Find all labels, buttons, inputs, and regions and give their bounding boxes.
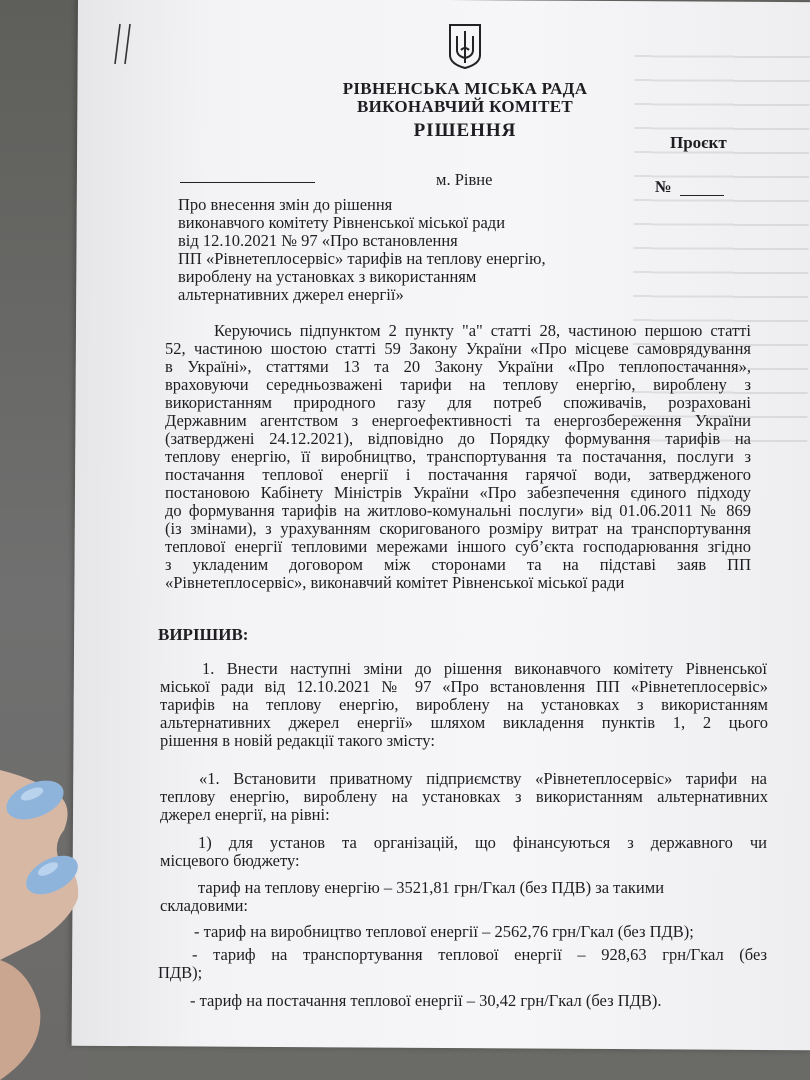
hand-photo-icon (0, 770, 110, 1080)
preamble-line: з укладеним договором між сторонами та на підставі заяв ПП (165, 555, 751, 574)
tariff-line: складовими: (160, 896, 249, 915)
subitem-line: 1) для установ та організацій, що фінансуються з державного чи (198, 833, 767, 852)
preamble-line: 52, частиною шостою статті 59 Закону України «Про місцеве самоврядування (165, 339, 751, 358)
preamble-line: Державним агентством з енергоефективності та енергозбереження України (165, 411, 751, 430)
item-line: рішення в новій редакції такого змісту: (160, 731, 435, 750)
tariff-component: - тариф на виробництво теплової енергії – 2562,76 грн/Гкал (без ПДВ); (194, 922, 694, 941)
city-label: м. Рівне (436, 170, 493, 189)
preamble-line: до формування тарифів на житлово-комунальні послуги» від 01.06.2011 № 869 (165, 501, 751, 520)
preamble-line: теплової енергії тепловими мережами іншого суб’єкта господарювання згідно (165, 537, 751, 556)
preamble-line: постачання теплової енергії і постачання гарячої води, затвердженого (165, 465, 751, 484)
preamble-line: використанням природного газу для потреб споживачів, розраховані (165, 393, 751, 412)
subject-line: Про внесення змін до рішення (178, 195, 393, 214)
committee-title: ВИКОНАВЧИЙ КОМІТЕТ (356, 97, 574, 116)
quote-line: джерел енергії, на рівні: (160, 805, 330, 824)
preamble-line: (із змінами), з урахуванням скоригованого розміру витрат на транспортування (165, 519, 751, 538)
coat-of-arms-icon (447, 22, 483, 70)
item-line: тарифів на теплову енергію, вироблену на установках з використанням (160, 695, 768, 714)
preamble-line: в Україні», статтями 13 та 20 Закону України «Про теплопостачання», (165, 357, 751, 376)
date-blank (180, 182, 315, 183)
subject-line: альтернативних джерел енергії» (178, 285, 404, 304)
preamble-line: враховуючи середньозважені тарифи на теплову енергію, вироблену з (165, 375, 751, 394)
item-line: міської ради від 12.10.2021 № 97 «Про встановлення ПП «Рівнетеплосервіс» (160, 677, 768, 696)
council-title: РІВНЕНСЬКА МІСЬКА РАДА (342, 79, 588, 98)
quote-line: «1. Встановити приватному підприємству «Рівнетеплосервіс» тарифи на (199, 769, 767, 788)
number-blank (680, 195, 724, 196)
preamble-line: теплову енергію, її виробництво, транспортування та постачання, послуги з (165, 447, 751, 466)
subject-line: виконавчого комітету Рівненської міської ради (178, 213, 506, 232)
subject-line: вироблену на установках з використанням (178, 267, 477, 286)
subject-line: ПП «Рівнетеплосервіс» тарифів на теплову енергію, (178, 249, 546, 268)
preamble-line: Керуючись підпунктом 2 пункту "а" статті 28, частиною першою статті (214, 321, 751, 340)
number-label: № (655, 177, 672, 196)
tariff-component: - тариф на постачання теплової енергії – 30,42 грн/Гкал (без ПДВ). (190, 991, 662, 1010)
preamble-line: (затверджені 24.12.2021), відповідно до Порядку формування тарифів на (165, 429, 751, 448)
item-line: 1. Внести наступні зміни до рішення виконавчого комітету Рівненської (202, 659, 767, 678)
item-line: альтернативних джерел енергії» шляхом викладення пунктів 1, 2 цього (160, 713, 768, 732)
subject-line: від 12.10.2021 № 97 «Про встановлення (178, 231, 458, 250)
preamble-line: постановою Кабінету Міністрів України «Про забезпечення єдиного підходу (165, 483, 751, 502)
tariff-line: тариф на теплову енергію – 3521,81 грн/Гкал (без ПДВ) за такими (198, 878, 665, 897)
preamble-line: «Рівнетеплосервіс», виконавчий комітет Рівненської міської ради (165, 573, 625, 592)
resolved-heading: ВИРІШИВ: (158, 625, 249, 644)
pen-mark-icon (112, 22, 134, 66)
draft-label: Проєкт (670, 133, 727, 152)
decision-title: РІШЕННЯ (413, 120, 517, 141)
tariff-component: - тариф на транспортування теплової енергії – 928,63 грн/Гкал (без (192, 945, 767, 964)
tariff-component: ПДВ); (158, 963, 203, 982)
quote-line: теплову енергію, вироблену на установках з використанням альтернативних (160, 787, 768, 806)
subitem-line: місцевого бюджету: (160, 851, 300, 870)
